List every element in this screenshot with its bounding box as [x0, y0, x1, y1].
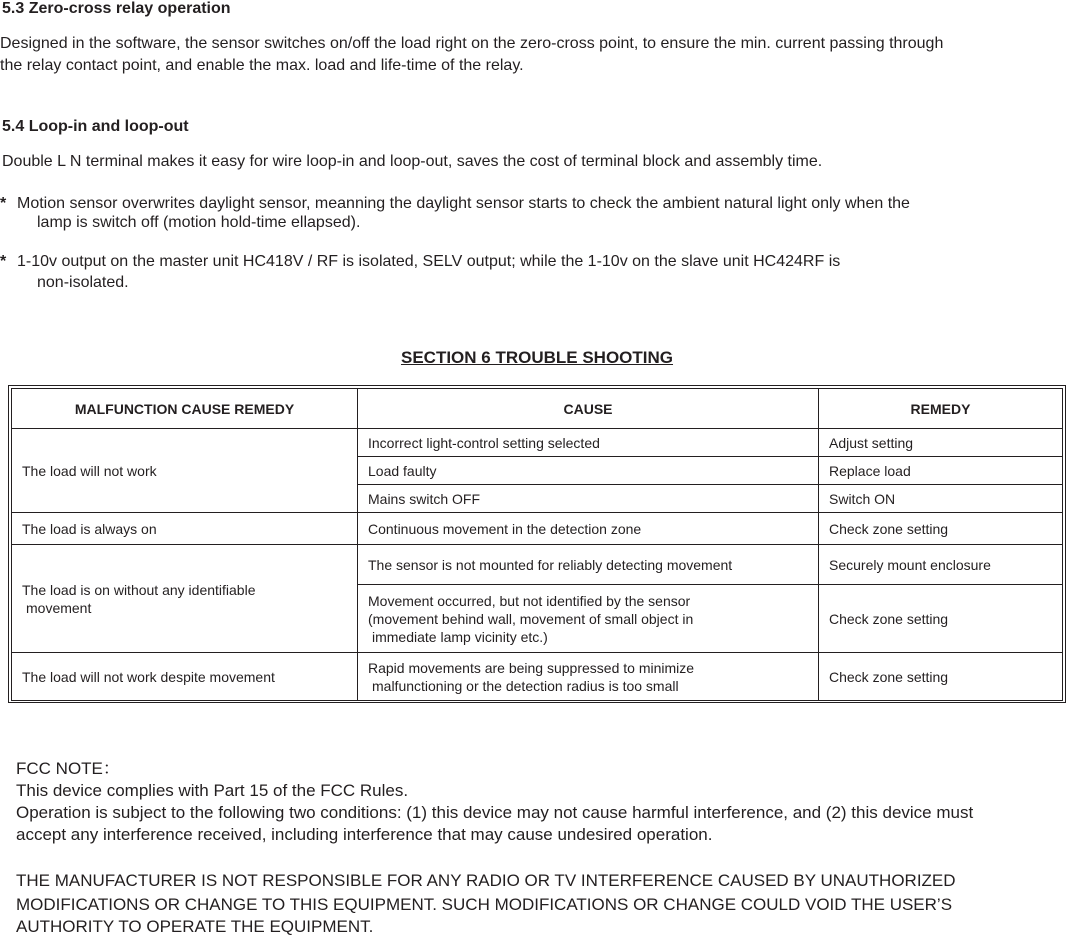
remedy-cell: Securely mount enclosure — [819, 545, 1063, 585]
malfunction-line: The load is on without any identifiable — [22, 581, 256, 598]
fcc-line-2: Operation is subject to the following two conditions: (1) this device may not cause harmful interference, and (2) this device must — [16, 803, 974, 822]
cause-cell: The sensor is not mounted for reliably detecting movement — [358, 545, 819, 585]
cause-cell — [358, 585, 819, 653]
fcc-caps-line-3: AUTHORITY TO OPERATE THE EQUIPMENT. — [16, 917, 374, 936]
fcc-caps-line-1: THE MANUFACTURER IS NOT RESPONSIBLE FOR ANY RADIO OR TV INTERFERENCE CAUSED BY UNAUTHORIZED — [16, 871, 956, 890]
cause-line: (movement behind wall, movement of small object in — [368, 610, 694, 627]
remedy-cell: Check zone setting — [819, 513, 1063, 545]
remedy-cell: Check zone setting — [819, 653, 1063, 701]
header-remedy: REMEDY — [819, 389, 1063, 429]
cause-line: Rapid movements are being suppressed to minimize — [368, 659, 695, 676]
section-5-4-body: Double L N terminal makes it easy for wire loop-in and loop-out, saves the cost of terminal block and assembly time. — [2, 153, 823, 170]
cause-line: Movement occurred, but not identified by the sensor — [368, 592, 691, 609]
cause-line: malfunctioning or the detection radius is too small — [372, 677, 679, 694]
table-row — [12, 653, 1063, 701]
malfunction-cell: The load will not work — [12, 429, 358, 513]
header-cause: CAUSE — [358, 389, 819, 429]
malfunction-cell — [12, 545, 358, 653]
table-header-row — [12, 389, 1063, 429]
remedy-cell: Check zone setting — [819, 585, 1063, 653]
malfunction-cell: The load is always on — [12, 513, 358, 545]
cause-cell — [358, 653, 819, 701]
remedy-cell: Switch ON — [819, 485, 1063, 513]
malfunction-cell: The load will not work despite movement — [12, 653, 358, 701]
note-1-line-2: lamp is switch off (motion hold-time ellapsed). — [37, 214, 361, 231]
section-5-3-title: 5.3 Zero-cross relay operation — [2, 0, 231, 17]
fcc-line-1: This device complies with Part 15 of the FCC Rules. — [16, 781, 409, 800]
table-row — [12, 545, 1063, 585]
note-1-line-1: Motion sensor overwrites daylight sensor, meanning the daylight sensor starts to check the ambient natural light only when the — [17, 195, 910, 212]
table-row — [12, 513, 1063, 545]
section-5-4-title: 5.4 Loop-in and loop-out — [2, 118, 189, 135]
cause-line: immediate lamp vicinity etc.) — [372, 628, 548, 645]
section-5-3-line-2: the relay contact point, and enable the max. load and life-time of the relay. — [0, 57, 524, 74]
remedy-cell: Replace load — [819, 457, 1063, 485]
note-2-line-1: 1-10v output on the master unit HC418V / RF is isolated, SELV output; while the 1-10v on the slave unit HC424RF is — [17, 253, 841, 270]
malfunction-line: movement — [26, 599, 92, 616]
cause-cell: Mains switch OFF — [358, 485, 819, 513]
section-6-title: SECTION 6 TROUBLE SHOOTING — [400, 348, 674, 367]
cause-cell: Load faulty — [358, 457, 819, 485]
note-2-line-2: non-isolated. — [37, 274, 129, 291]
note-1-asterisk: * — [0, 195, 7, 212]
section-5-3-line-1: Designed in the software, the sensor switches on/off the load right on the zero-cross point, to ensure the min. current passing through — [0, 35, 944, 52]
fcc-caps-line-2: MODIFICATIONS OR CHANGE TO THIS EQUIPMENT. SUCH MODIFICATIONS OR CHANGE COULD VOID THE USER’S — [16, 895, 953, 914]
cause-cell: Continuous movement in the detection zone — [358, 513, 819, 545]
fcc-line-3: accept any interference received, including interference that may cause undesired operation. — [16, 825, 713, 844]
fcc-note-title: FCC NOTE： — [16, 759, 120, 778]
table-row — [12, 429, 1063, 457]
cause-cell: Incorrect light-control setting selected — [358, 429, 819, 457]
troubleshooting-table — [8, 385, 1066, 703]
remedy-cell: Adjust setting — [819, 429, 1063, 457]
header-malfunction: MALFUNCTION CAUSE REMEDY — [12, 389, 358, 429]
note-2-asterisk: * — [0, 253, 7, 270]
